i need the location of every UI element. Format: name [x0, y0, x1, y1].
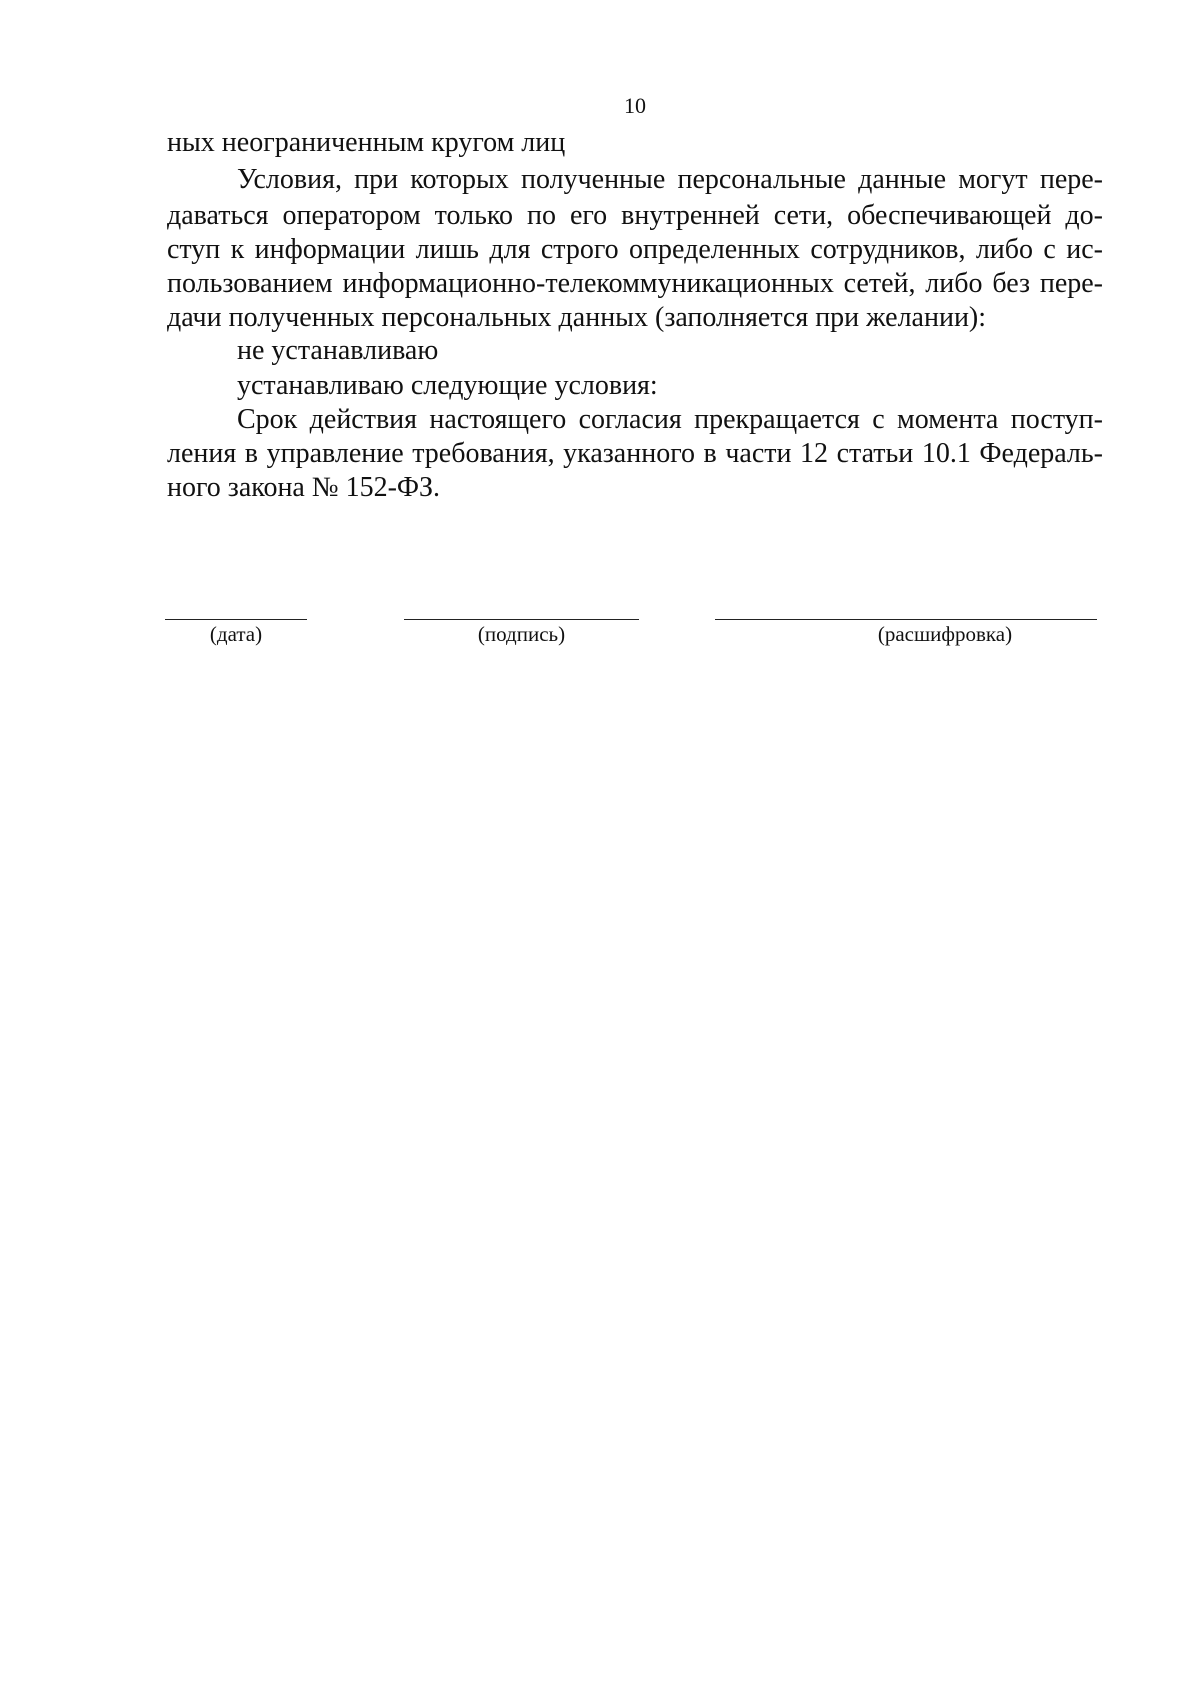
body-line: ступ к информации лишь для строго определенных сотрудников, либо с ис- — [167, 234, 1103, 265]
body-line: пользованием информационно-телекоммуникационных сетей, либо без пере- — [167, 268, 1103, 299]
page-number: 10 — [624, 93, 646, 118]
body-line: Условия, при которых полученные персональные данные могут пере- — [237, 164, 1103, 195]
body-line: дачи полученных персональных данных (заполняется при желании): — [167, 302, 987, 333]
body-line: ления в управление требования, указанного в части 12 статьи 10.1 Федераль- — [167, 438, 1103, 469]
decryption-caption: (расшифровка) — [877, 622, 1013, 646]
body-line: не устанавливаю — [237, 335, 439, 366]
signature-caption: (подпись) — [477, 622, 566, 646]
body-line: устанавливаю следующие условия: — [237, 370, 658, 401]
body-line: Срок действия настоящего согласия прекращается с момента поступ- — [237, 404, 1103, 435]
date-caption: (дата) — [209, 622, 263, 646]
body-line: ных неограниченным кругом лиц — [167, 127, 566, 158]
body-line: даваться оператором только по его внутренней сети, обеспечивающей до- — [167, 200, 1103, 231]
body-line: ного закона № 152-ФЗ. — [167, 472, 441, 503]
